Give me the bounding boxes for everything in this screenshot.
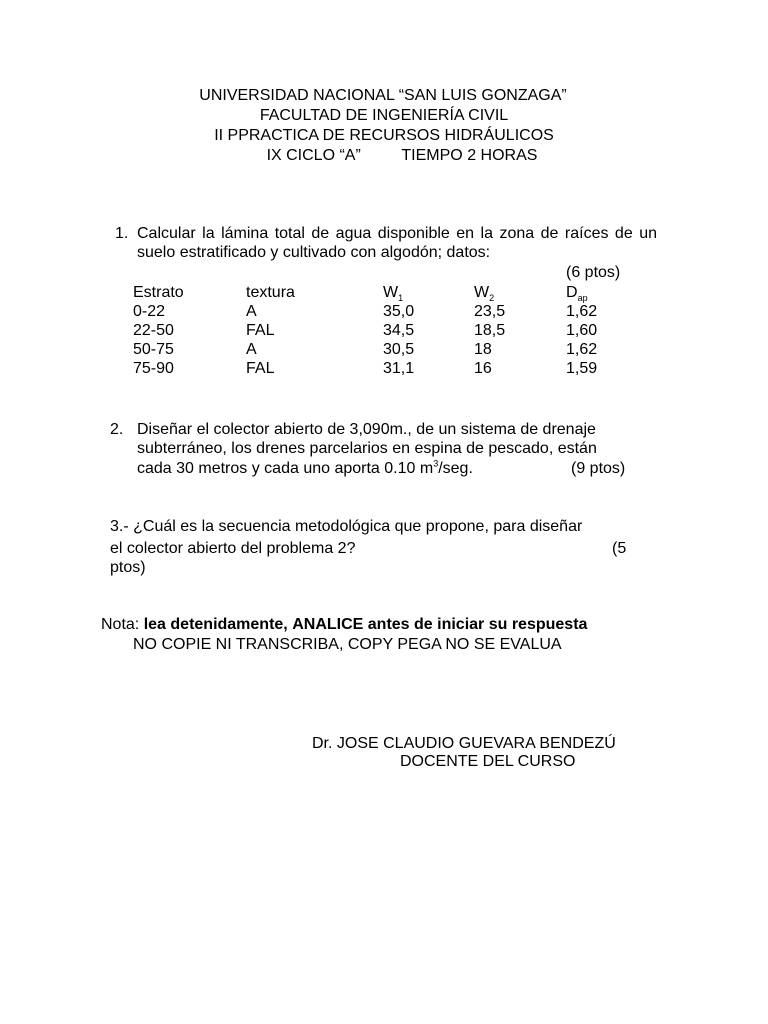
university-name: UNIVERSIDAD NACIONAL “SAN LUIS GONZAGA” <box>199 87 567 104</box>
question-3-line-2: el colector abierto del problema 2? <box>110 540 356 557</box>
cell-w2: 23,5 <box>474 303 506 320</box>
cell-estrato: 50-75 <box>133 341 174 358</box>
note-line-2: NO COPIE NI TRANSCRIBA, COPY PEGA NO SE EVALUA <box>133 636 562 653</box>
note-label: Nota: <box>101 616 140 633</box>
question-1-points: (6 ptos) <box>566 264 621 281</box>
table-row <box>133 340 636 359</box>
cell-w1: 30,5 <box>383 341 415 358</box>
question-2-line-3: cada 30 metros y cada uno aporta 0.10 $m^3$/seg. <box>137 458 473 477</box>
table-row <box>133 321 636 340</box>
question-2-number: 2. <box>110 421 124 438</box>
faculty-name: FACULTAD DE INGENIERÍA CIVIL <box>259 107 509 124</box>
question-2-points: (9 ptos) <box>571 460 626 477</box>
practice-title: II PPRACTICA DE RECURSOS HIDRÁULICOS <box>214 127 554 144</box>
cell-dap: 1,62 <box>566 341 598 358</box>
cell-textura: FAL <box>246 360 275 377</box>
header-estrato: Estrato <box>133 284 184 301</box>
table-row <box>133 359 636 378</box>
cell-textura: A <box>246 341 257 358</box>
soil-data-table <box>133 283 636 378</box>
cell-w1: 35,0 <box>383 303 415 320</box>
cell-w2: 18,5 <box>474 322 506 339</box>
teacher-name: Dr. JOSE CLAUDIO GUEVARA BENDEZÚ <box>312 735 616 752</box>
header-w2: $W_2$ <box>474 284 495 304</box>
cell-estrato: 22-50 <box>133 322 174 339</box>
cell-dap: 1,60 <box>566 322 598 339</box>
cell-estrato: 0-22 <box>133 303 166 320</box>
question-3-points-a: (5 <box>612 540 627 557</box>
time-label: TIEMPO 2 HORAS <box>401 147 538 164</box>
cell-w2: 16 <box>474 360 492 377</box>
header-textura: textura <box>246 284 295 301</box>
cell-dap: 1,59 <box>566 360 598 377</box>
question-1-text: Calcular la lámina total de agua disponible en la zona de raíces de un suelo estratificado y cultivado con algodón; datos: <box>137 225 657 261</box>
cell-w1: 34,5 <box>383 322 415 339</box>
question-3-points-b: ptos) <box>110 559 146 576</box>
question-2-line-2: subterráneo, los drenes parcelarios en espina de pescado, están <box>137 440 597 457</box>
cycle-time-line <box>0 146 768 166</box>
header-w1: $W_1$ <box>383 284 404 304</box>
cell-textura: A <box>246 303 257 320</box>
cell-w1: 31,1 <box>383 360 415 377</box>
note-bold-3: antes de iniciar su respuesta <box>367 616 588 633</box>
note-line-1 <box>101 615 587 634</box>
cell-dap: 1,62 <box>566 303 598 320</box>
question-1-number: 1. <box>115 225 129 242</box>
question-2-line-1: Diseñar el colector abierto de 3,090m., de un sistema de drenaje <box>137 421 596 438</box>
exam-header <box>0 86 768 166</box>
question-3-line-1: 3.- ¿Cuál es la secuencia metodológica que propone, para diseñar <box>110 518 583 535</box>
cell-estrato: 75-90 <box>133 360 174 377</box>
cell-w2: 18 <box>474 341 492 358</box>
table-header-row <box>133 283 636 302</box>
note-bold-2: ANALICE <box>292 616 364 633</box>
note-bold-1: lea detenidamente, <box>143 616 288 633</box>
table-row <box>133 302 636 321</box>
cycle-label: IX CICLO “A” <box>266 147 361 164</box>
header-dap: $D_{ap}$ <box>566 284 588 304</box>
teacher-role: DOCENTE DEL CURSO <box>400 753 576 770</box>
cell-textura: FAL <box>246 322 275 339</box>
